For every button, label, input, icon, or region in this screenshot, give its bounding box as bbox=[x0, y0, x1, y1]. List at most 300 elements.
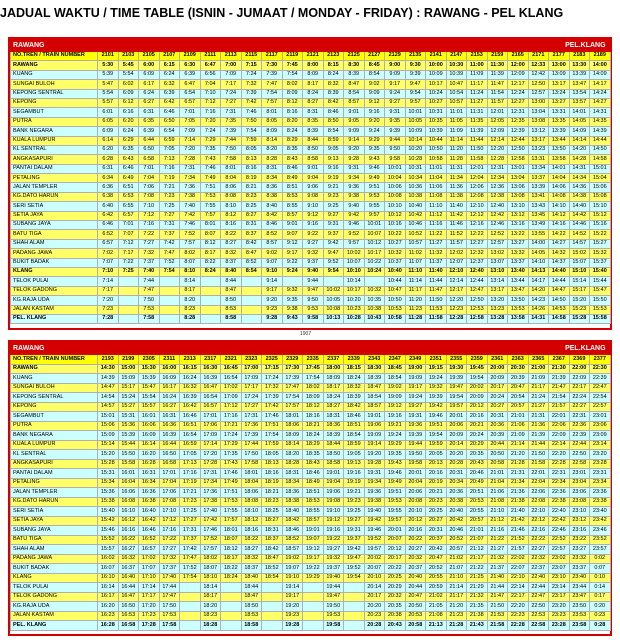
table-cell: 9:05 bbox=[344, 117, 365, 126]
table-cell: 16:50 bbox=[159, 450, 180, 460]
table-cell: 18:16 bbox=[241, 526, 262, 536]
table-cell: 6:24 bbox=[159, 70, 180, 79]
origin-label: RAWANG bbox=[11, 40, 98, 52]
table-cell: 10:57 bbox=[405, 239, 426, 248]
table-cell: 17:59 bbox=[262, 440, 283, 450]
table-cell: 22:42 bbox=[549, 516, 570, 526]
table-cell: 20:59 bbox=[426, 583, 447, 593]
table-cell: 7:54 bbox=[262, 89, 283, 98]
table-row bbox=[11, 221, 611, 230]
table-cell: 18:47 bbox=[241, 592, 262, 602]
table-cell: 18:21 bbox=[303, 421, 324, 431]
table-cell: 21:01 bbox=[467, 526, 488, 536]
table-cell: 19:59 bbox=[426, 440, 447, 450]
table-cell: 14:24 bbox=[590, 89, 611, 98]
table-cell: 20:52 bbox=[446, 535, 467, 545]
table-cell: 21:36 bbox=[508, 488, 529, 498]
table-cell: 21:47 bbox=[487, 592, 508, 602]
table-cell: 12:35 bbox=[508, 117, 529, 126]
table-cell bbox=[180, 611, 201, 621]
table-cell: 13:54 bbox=[569, 89, 590, 98]
table-cell: 17:23 bbox=[180, 497, 201, 507]
table-cell: 21:05 bbox=[426, 602, 447, 612]
table-cell: 7:42 bbox=[159, 239, 180, 248]
table-cell: 15:38 bbox=[98, 497, 119, 507]
table-cell: 7:50 bbox=[139, 296, 160, 305]
table-cell: 19:38 bbox=[364, 497, 385, 507]
table-cell: 18:47 bbox=[262, 554, 283, 564]
train-number: 2159 bbox=[487, 52, 508, 61]
table-cell: 14:57 bbox=[98, 402, 119, 412]
table-cell: 6:54 bbox=[180, 89, 201, 98]
train-number: 2113 bbox=[221, 52, 242, 61]
table-cell: 19:54 bbox=[467, 374, 488, 384]
table-cell: 7:28 bbox=[180, 155, 201, 164]
station-name: KEPONG SENTRAL bbox=[11, 393, 98, 403]
table-cell: 15:08 bbox=[590, 192, 611, 201]
table-cell: 18:06 bbox=[282, 421, 303, 431]
table-cell: 8:24 bbox=[200, 267, 221, 276]
table-cell: 8:23 bbox=[180, 305, 201, 314]
table-cell: 11:53 bbox=[426, 305, 447, 314]
table-cell: 20:47 bbox=[426, 554, 447, 564]
table-cell: 21:53 bbox=[487, 611, 508, 621]
table-cell: 23:22 bbox=[569, 535, 590, 545]
table-cell: 22:02 bbox=[508, 554, 529, 564]
table-cell: 10:58 bbox=[385, 314, 406, 323]
table-cell: 9:09 bbox=[344, 127, 365, 136]
table-cell: 9:47 bbox=[323, 249, 344, 258]
table-cell: 11:08 bbox=[426, 192, 447, 201]
table-cell: 20:57 bbox=[467, 516, 488, 526]
table-cell: 9:42 bbox=[344, 211, 365, 220]
table-cell: 11:42 bbox=[446, 211, 467, 220]
table-cell: 14:58 bbox=[549, 314, 570, 323]
table-cell: 16:57 bbox=[139, 545, 160, 555]
table-cell: 8:58 bbox=[221, 314, 242, 323]
table-cell: 9:16 bbox=[303, 221, 324, 230]
table-cell bbox=[344, 602, 365, 612]
table-cell: 8:20 bbox=[262, 145, 283, 154]
table-cell: 17:38 bbox=[200, 497, 221, 507]
table-cell: 9:58 bbox=[303, 314, 324, 323]
table-cell: 16:24 bbox=[159, 393, 180, 403]
table-cell: 10:38 bbox=[364, 305, 385, 314]
table-cell bbox=[200, 296, 221, 305]
table-cell: 11:20 bbox=[405, 296, 426, 305]
table-cell: 13:04 bbox=[528, 108, 549, 117]
table-cell: 8:53 bbox=[282, 192, 303, 201]
table-cell: 18:09 bbox=[303, 393, 324, 403]
table-cell: 10:10 bbox=[385, 202, 406, 211]
table-cell: 9:40 bbox=[344, 202, 365, 211]
table-cell: 9:02 bbox=[262, 249, 283, 258]
table-cell: 12:09 bbox=[508, 70, 529, 79]
table-cell bbox=[118, 286, 139, 295]
station-name: SUNGAI BULOH bbox=[11, 80, 98, 89]
table-cell: 20:39 bbox=[487, 431, 508, 441]
table-cell: 19:01 bbox=[364, 412, 385, 422]
table-cell bbox=[221, 592, 242, 602]
table-cell: 20:31 bbox=[426, 526, 447, 536]
table-cell: 23:44 bbox=[569, 583, 590, 593]
table-cell: 8:35 bbox=[282, 145, 303, 154]
table-cell: 9:36 bbox=[344, 183, 365, 192]
table-cell bbox=[118, 277, 139, 286]
table-cell: 21:22 bbox=[467, 564, 488, 574]
table-cell: 9:20 bbox=[364, 117, 385, 126]
table-cell: 19:14 bbox=[364, 440, 385, 450]
table-cell: 18:24 bbox=[303, 431, 324, 441]
table-cell: 17:57 bbox=[221, 516, 242, 526]
station-name: SHAH ALAM bbox=[11, 239, 98, 248]
table-cell: 15:39 bbox=[139, 374, 160, 384]
table-cell: 17:46 bbox=[262, 412, 283, 422]
table-cell: 16:23 bbox=[98, 611, 119, 621]
table-cell: 8:01 bbox=[221, 164, 242, 173]
table-cell: 11:57 bbox=[487, 98, 508, 107]
train-number: 2323 bbox=[241, 355, 262, 365]
table-cell: 9:39 bbox=[405, 70, 426, 79]
table-cell: 15:54 bbox=[139, 393, 160, 403]
table-cell: 11:27 bbox=[467, 98, 488, 107]
table-cell: 9:01 bbox=[282, 221, 303, 230]
table-cell: 6:30 bbox=[180, 61, 201, 70]
table-cell: 7:40 bbox=[139, 267, 160, 276]
table-cell: 16:15 bbox=[180, 364, 201, 374]
table-cell bbox=[159, 286, 180, 295]
table-cell: 10:01 bbox=[385, 164, 406, 173]
table-cell: 19:17 bbox=[282, 592, 303, 602]
table-cell: 19:09 bbox=[405, 374, 426, 384]
table-cell: 9:31 bbox=[323, 221, 344, 230]
station-name: PANTAI DALAM bbox=[11, 164, 98, 173]
table-cell: 16:17 bbox=[98, 592, 119, 602]
table-cell: 19:17 bbox=[405, 383, 426, 393]
table-cell: 21:00 bbox=[528, 364, 549, 374]
table-cell: 17:27 bbox=[180, 516, 201, 526]
train-number: 2121 bbox=[303, 52, 324, 61]
table-cell: 16:09 bbox=[139, 431, 160, 441]
table-cell: 10:20 bbox=[405, 145, 426, 154]
table-cell: 11:10 bbox=[405, 267, 426, 276]
table-cell: 13:27 bbox=[549, 98, 570, 107]
table-cell: 9:13 bbox=[323, 155, 344, 164]
table-cell: 9:00 bbox=[385, 61, 406, 70]
table-cell bbox=[262, 583, 283, 593]
table-cell: 17:45 bbox=[303, 364, 324, 374]
table-cell: 14:16 bbox=[549, 221, 570, 230]
table-cell: 12:31 bbox=[508, 108, 529, 117]
table-cell: 14:00 bbox=[528, 239, 549, 248]
table-cell: 7:57 bbox=[262, 98, 283, 107]
table-cell: 23:23 bbox=[549, 611, 570, 621]
table-cell: 13:10 bbox=[487, 267, 508, 276]
table-cell: 9:07 bbox=[262, 258, 283, 267]
table-cell: 17:42 bbox=[262, 402, 283, 412]
table-cell: 7:13 bbox=[159, 155, 180, 164]
table-cell bbox=[221, 583, 242, 593]
table-cell: 9:32 bbox=[282, 286, 303, 295]
table-cell: 9:30 bbox=[405, 61, 426, 70]
table-cell: 22:38 bbox=[549, 497, 570, 507]
table-cell: 9:57 bbox=[364, 211, 385, 220]
table-cell: 11:01 bbox=[426, 164, 447, 173]
table-cell bbox=[303, 611, 324, 621]
table-cell: 17:21 bbox=[221, 421, 242, 431]
table-cell: 10:08 bbox=[385, 192, 406, 201]
table-cell: 15:00 bbox=[118, 364, 139, 374]
station-name: PEL. KLANG bbox=[11, 314, 98, 323]
table-cell: 12:44 bbox=[467, 277, 488, 286]
header-spacer bbox=[98, 343, 529, 355]
table-cell: 20:22 bbox=[405, 535, 426, 545]
table-cell: 22:31 bbox=[569, 412, 590, 422]
table-cell: 15:01 bbox=[590, 164, 611, 173]
table-cell: 7:02 bbox=[98, 249, 119, 258]
table-cell: 9:58 bbox=[385, 155, 406, 164]
table-cell: 7:42 bbox=[241, 98, 262, 107]
table-cell: 8:24 bbox=[303, 89, 324, 98]
station-name: KL SENTRAL bbox=[11, 145, 98, 154]
table-cell: 20:43 bbox=[467, 459, 488, 469]
station-name: ANGKASAPURI bbox=[11, 459, 98, 469]
table-row bbox=[11, 211, 611, 220]
table-cell: 22:16 bbox=[528, 526, 549, 536]
table-cell: 13:32 bbox=[508, 249, 529, 258]
table-cell: 15:20 bbox=[569, 296, 590, 305]
table-cell: 17:20 bbox=[200, 450, 221, 460]
table-cell: 8:29 bbox=[282, 136, 303, 145]
station-name: KEPONG bbox=[11, 98, 98, 107]
table-cell: 8:17 bbox=[200, 249, 221, 258]
table-cell: 9:02 bbox=[364, 80, 385, 89]
table-cell: 15:07 bbox=[569, 258, 590, 267]
table-cell: 17:58 bbox=[159, 621, 180, 631]
table-cell: 16:44 bbox=[118, 583, 139, 593]
train-number: 2119 bbox=[282, 52, 303, 61]
table-cell: 16:46 bbox=[139, 526, 160, 536]
table-cell: 10:32 bbox=[364, 286, 385, 295]
table-cell: 7:04 bbox=[200, 80, 221, 89]
table-cell: 12:44 bbox=[508, 136, 529, 145]
table-cell: 7:36 bbox=[180, 183, 201, 192]
table-cell: 8:01 bbox=[200, 221, 221, 230]
table-cell: 11:31 bbox=[467, 108, 488, 117]
table-cell: 18:32 bbox=[344, 383, 365, 393]
table-cell: 22:09 bbox=[549, 431, 570, 441]
table-cell: 18:31 bbox=[262, 526, 283, 536]
table-cell: 18:06 bbox=[241, 488, 262, 498]
table-cell: 17:49 bbox=[221, 478, 242, 488]
table-cell: 8:52 bbox=[241, 258, 262, 267]
train-number: 2343 bbox=[364, 355, 385, 365]
table-cell: 5:39 bbox=[98, 70, 119, 79]
table-cell: 19:07 bbox=[303, 535, 324, 545]
table-cell: 18:35 bbox=[303, 450, 324, 460]
table-cell: 7:43 bbox=[200, 155, 221, 164]
table-row bbox=[11, 621, 611, 631]
table-cell: 10:13 bbox=[323, 314, 344, 323]
table-cell: 9:49 bbox=[364, 174, 385, 183]
table-cell: 22:34 bbox=[549, 478, 570, 488]
table-cell: 21:13 bbox=[426, 621, 447, 631]
station-name: JALAN KASTAM bbox=[11, 611, 98, 621]
table-cell: 21:02 bbox=[446, 554, 467, 564]
station-name: SEGAMBUT bbox=[11, 108, 98, 117]
table-cell: 9:43 bbox=[282, 314, 303, 323]
table-cell: 18:10 bbox=[241, 507, 262, 517]
table-cell: 21:47 bbox=[549, 383, 570, 393]
train-number: 2367 bbox=[549, 355, 570, 365]
table-cell: 13:39 bbox=[528, 183, 549, 192]
table-cell: 14:08 bbox=[549, 192, 570, 201]
table-cell: 18:17 bbox=[323, 383, 344, 393]
table-cell: 16:36 bbox=[139, 488, 160, 498]
table-cell: 7:59 bbox=[241, 136, 262, 145]
table-cell: 9:28 bbox=[344, 155, 365, 164]
table-cell: 20:58 bbox=[487, 459, 508, 469]
table-cell: 7:50 bbox=[221, 145, 242, 154]
table-cell: 20:54 bbox=[508, 393, 529, 403]
table-cell: 20:05 bbox=[426, 450, 447, 460]
table-row bbox=[11, 61, 611, 70]
table-cell: 12:02 bbox=[446, 249, 467, 258]
table-cell: 15:42 bbox=[98, 516, 119, 526]
table-cell: 13:07 bbox=[487, 258, 508, 267]
table-cell: 19:54 bbox=[426, 431, 447, 441]
table-cell: 19:27 bbox=[323, 545, 344, 555]
table-cell: 6:57 bbox=[98, 239, 119, 248]
table-cell: 14:53 bbox=[549, 305, 570, 314]
table-cell: 12:36 bbox=[487, 183, 508, 192]
train-number: 2311 bbox=[159, 355, 180, 365]
table-cell: 5:45 bbox=[118, 61, 139, 70]
table-cell: 20:16 bbox=[405, 526, 426, 536]
table-cell: 8:31 bbox=[262, 164, 283, 173]
table-cell: 15:27 bbox=[590, 239, 611, 248]
table-cell bbox=[200, 277, 221, 286]
table-cell: 17:51 bbox=[221, 488, 242, 498]
table-cell: 19:46 bbox=[364, 526, 385, 536]
table-cell: 16:27 bbox=[159, 402, 180, 412]
table-cell: 20:27 bbox=[405, 545, 426, 555]
table-cell bbox=[200, 305, 221, 314]
table-cell: 23:50 bbox=[569, 602, 590, 612]
table-cell: 21:35 bbox=[467, 602, 488, 612]
table-cell: 23:10 bbox=[569, 507, 590, 517]
table-cell: 20:25 bbox=[385, 573, 406, 583]
table-cell: 18:01 bbox=[241, 469, 262, 479]
table-cell: 19:06 bbox=[323, 488, 344, 498]
table-cell: 12:39 bbox=[508, 127, 529, 136]
table-cell: 22:28 bbox=[508, 621, 529, 631]
table-cell: 23:06 bbox=[590, 421, 611, 431]
table-cell: 8:32 bbox=[323, 80, 344, 89]
table-cell: 8:46 bbox=[282, 164, 303, 173]
table-cell: 9:14 bbox=[344, 136, 365, 145]
table-cell: 21:58 bbox=[528, 459, 549, 469]
table-cell: 8:17 bbox=[180, 286, 201, 295]
table-cell: 17:42 bbox=[200, 516, 221, 526]
table-cell: 11:50 bbox=[426, 296, 447, 305]
table-cell: 10:01 bbox=[364, 221, 385, 230]
table-cell: 18:54 bbox=[344, 431, 365, 441]
table-cell: 21:57 bbox=[508, 545, 529, 555]
table-row bbox=[11, 383, 611, 393]
table-cell: 17:09 bbox=[221, 393, 242, 403]
table-cell: 17:42 bbox=[180, 545, 201, 555]
train-number: 2317 bbox=[200, 355, 221, 365]
table-cell: 9:25 bbox=[323, 202, 344, 211]
station-name: KLANG bbox=[11, 267, 98, 276]
train-number: 2335 bbox=[303, 355, 324, 365]
table-cell: 9:38 bbox=[344, 192, 365, 201]
table-cell: 22:09 bbox=[569, 374, 590, 384]
table-cell: 9:09 bbox=[364, 89, 385, 98]
station-name: KG.RAJA UDA bbox=[11, 296, 98, 305]
table-cell: 6:59 bbox=[159, 136, 180, 145]
table-cell: 7:17 bbox=[118, 249, 139, 258]
table-cell: 12:06 bbox=[467, 183, 488, 192]
table-cell: 23:17 bbox=[549, 592, 570, 602]
table-cell: 14:52 bbox=[569, 230, 590, 239]
table-cell: 18:31 bbox=[323, 412, 344, 422]
table-cell bbox=[262, 611, 283, 621]
table-cell: 12:20 bbox=[487, 145, 508, 154]
table-cell: 19:57 bbox=[385, 516, 406, 526]
table-cell: 12:28 bbox=[446, 314, 467, 323]
table-cell: 8:49 bbox=[282, 174, 303, 183]
table-cell: 20:09 bbox=[446, 431, 467, 441]
table-cell: 17:17 bbox=[139, 592, 160, 602]
table-cell: 10:53 bbox=[385, 305, 406, 314]
table-cell: 18:29 bbox=[303, 440, 324, 450]
table-cell: 11:37 bbox=[426, 258, 447, 267]
table-cell: 9:23 bbox=[262, 305, 283, 314]
table-cell bbox=[303, 583, 324, 593]
table-cell: 9:52 bbox=[344, 230, 365, 239]
table-cell: 11:10 bbox=[426, 202, 447, 211]
table-cell: 8:46 bbox=[323, 108, 344, 117]
table-cell: 7:57 bbox=[200, 211, 221, 220]
table-cell: 22:57 bbox=[549, 545, 570, 555]
table-cell: 17:24 bbox=[262, 374, 283, 384]
table-cell: 16:16 bbox=[118, 526, 139, 536]
table-cell: 20:12 bbox=[385, 545, 406, 555]
table-cell: 21:50 bbox=[528, 450, 549, 460]
table-cell: 12:24 bbox=[508, 89, 529, 98]
table-cell: 17:16 bbox=[221, 412, 242, 422]
table-cell: 18:21 bbox=[262, 488, 283, 498]
table-cell bbox=[180, 583, 201, 593]
table-cell: 5:54 bbox=[118, 70, 139, 79]
table-cell: 6:09 bbox=[118, 89, 139, 98]
table-cell: 20:43 bbox=[385, 621, 406, 631]
table-cell: 18:38 bbox=[282, 497, 303, 507]
table-cell: 19:46 bbox=[426, 412, 447, 422]
table-cell: 13:45 bbox=[528, 211, 549, 220]
table-cell: 12:10 bbox=[467, 202, 488, 211]
table-cell: 8:39 bbox=[344, 70, 365, 79]
table-cell: 19:54 bbox=[344, 573, 365, 583]
table-cell: 19:22 bbox=[323, 535, 344, 545]
table-cell: 16:31 bbox=[139, 469, 160, 479]
table-cell: 7:54 bbox=[241, 127, 262, 136]
table-cell: 19:52 bbox=[364, 535, 385, 545]
table-cell: 7:53 bbox=[139, 305, 160, 314]
table-cell: 7:16 bbox=[139, 221, 160, 230]
